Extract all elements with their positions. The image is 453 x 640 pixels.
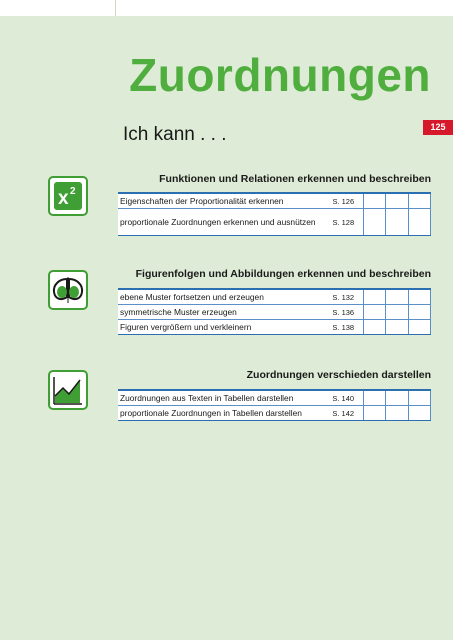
page-reference: S. 136 — [330, 305, 363, 320]
page-reference: S. 128 — [330, 209, 363, 236]
skill-text: Zuordnungen aus Texten in Tabellen darstellen — [118, 390, 330, 406]
checkbox-cell[interactable] — [363, 193, 385, 209]
table-row — [118, 209, 431, 236]
skill-text: proportionale Zuordnungen in Tabellen darstellen — [118, 406, 330, 421]
checkbox-cell[interactable] — [363, 406, 385, 421]
skill-text: Figuren vergrößern und verkleinern — [118, 320, 330, 335]
checkbox-cell[interactable] — [363, 209, 385, 236]
checkbox-cell[interactable] — [408, 305, 430, 320]
checkbox-cell[interactable] — [363, 305, 385, 320]
page-reference: S. 140 — [330, 390, 363, 406]
checkbox-cell[interactable] — [386, 289, 408, 305]
checkbox-cell[interactable] — [386, 406, 408, 421]
skill-text: proportionale Zuordnungen erkennen und ausnützen — [118, 209, 330, 236]
checkbox-cell[interactable] — [363, 320, 385, 335]
table-row — [118, 406, 431, 421]
checkbox-cell[interactable] — [408, 320, 430, 335]
line-graph-icon — [48, 370, 88, 410]
page-reference: S. 142 — [330, 406, 363, 421]
page-reference: S. 126 — [330, 193, 363, 209]
checkbox-cell[interactable] — [408, 406, 430, 421]
skill-text: Eigenschaften der Proportionalität erkennen — [118, 193, 330, 209]
section-heading-representations: Zuordnungen verschieden darstellen — [246, 369, 431, 381]
skill-text: symmetrische Muster erzeugen — [118, 305, 330, 320]
section-heading-functions: Funktionen und Relationen erkennen und beschreiben — [159, 173, 431, 185]
checkbox-cell[interactable] — [408, 209, 430, 236]
page-reference: S. 138 — [330, 320, 363, 335]
mirrored-figures-icon — [48, 270, 88, 310]
skills-table-figures — [118, 288, 431, 335]
skills-table-functions — [118, 192, 431, 236]
checkbox-cell[interactable] — [408, 390, 430, 406]
checkbox-cell[interactable] — [386, 390, 408, 406]
checkbox-cell[interactable] — [386, 193, 408, 209]
checkbox-cell[interactable] — [408, 193, 430, 209]
table-row — [118, 289, 431, 305]
table-row — [118, 305, 431, 320]
table-row — [118, 320, 431, 335]
skills-table-representations — [118, 389, 431, 421]
chapter-title: Zuordnungen — [129, 49, 431, 101]
table-row — [118, 193, 431, 209]
mirrored-shapes-glyph — [51, 275, 85, 305]
section-heading-figures: Figurenfolgen und Abbildungen erkennen und beschreiben — [135, 268, 431, 280]
chapter-subtitle: Ich kann . . . — [123, 124, 227, 145]
page-reference: S. 132 — [330, 289, 363, 305]
checkbox-cell[interactable] — [363, 390, 385, 406]
margin-rule — [115, 0, 116, 16]
table-row — [118, 390, 431, 406]
svg-text:x: x — [58, 188, 69, 209]
checkbox-cell[interactable] — [408, 289, 430, 305]
skill-text: ebene Muster fortsetzen und erzeugen — [118, 289, 330, 305]
x-squared-glyph — [55, 183, 81, 209]
checkbox-cell[interactable] — [386, 320, 408, 335]
top-margin-bar — [0, 0, 453, 16]
checkbox-cell[interactable] — [363, 289, 385, 305]
checkbox-cell[interactable] — [386, 305, 408, 320]
line-graph-glyph — [52, 374, 84, 406]
function-x-squared-icon — [48, 176, 88, 216]
svg-text:2: 2 — [70, 186, 76, 197]
checkbox-cell[interactable] — [386, 209, 408, 236]
page-number-badge: 125 — [423, 120, 453, 135]
